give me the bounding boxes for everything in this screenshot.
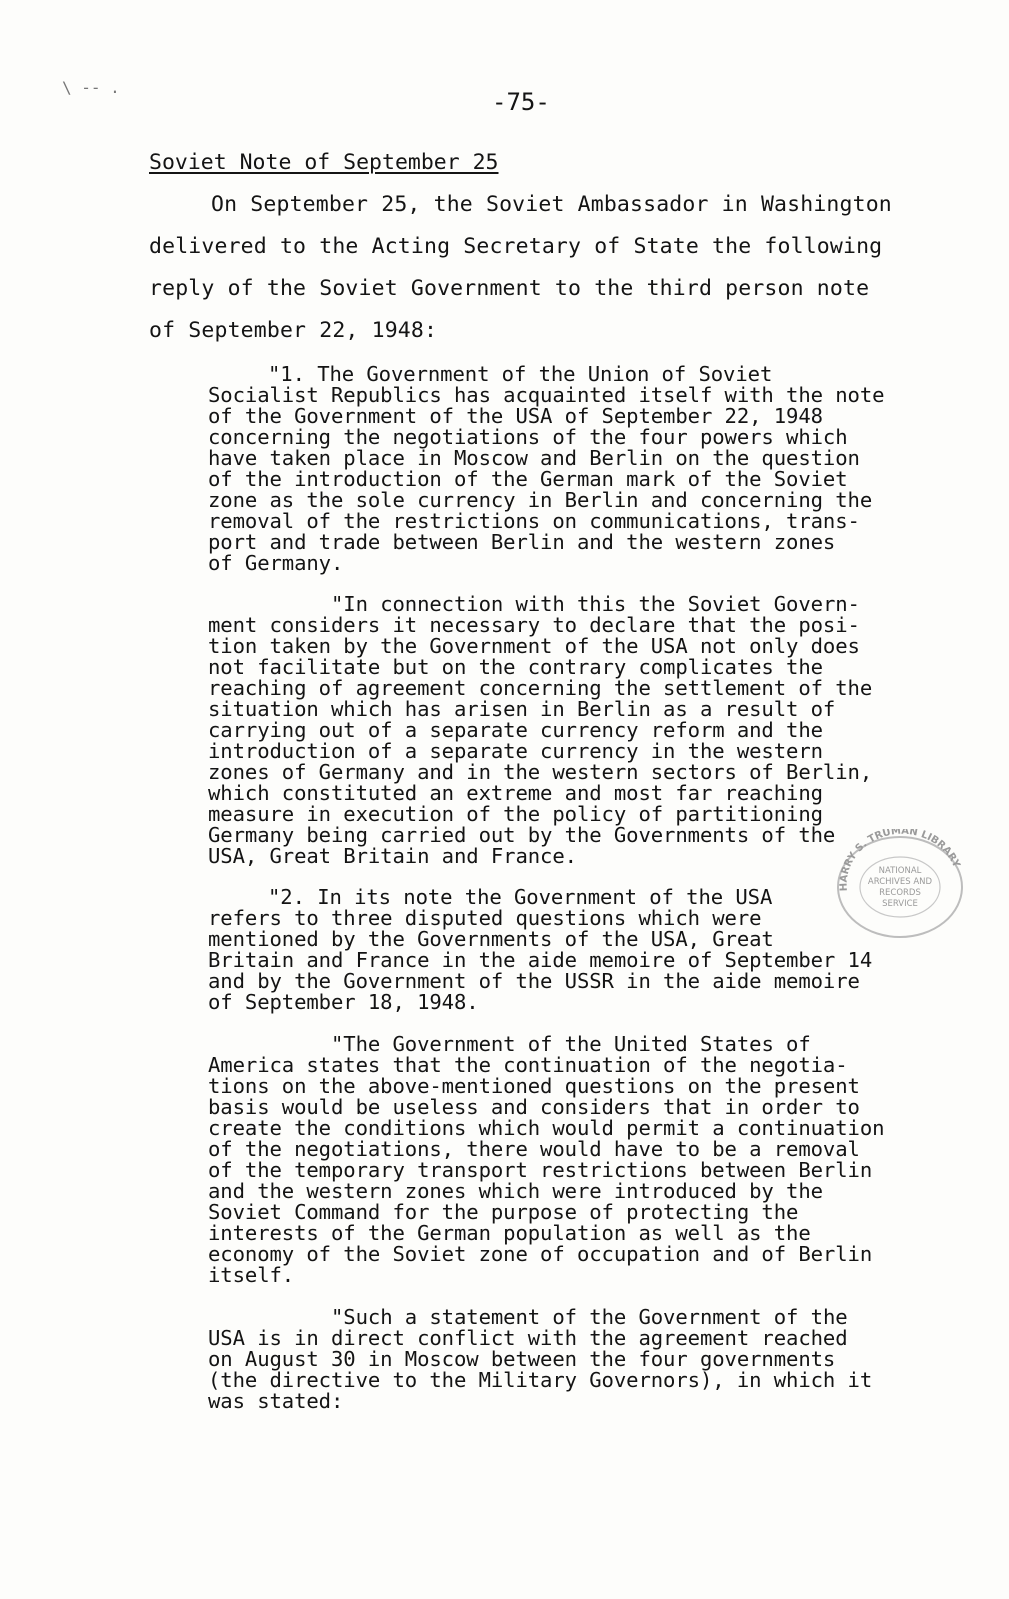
text-line: mentioned by the Governments of the USA, Great xyxy=(208,927,774,951)
text-line: "The Government of the United States of xyxy=(331,1032,811,1056)
text-line: was stated: xyxy=(208,1389,344,1413)
text-line: which constituted an extreme and most far reaching xyxy=(208,781,823,805)
stamp-line: RECORDS xyxy=(879,888,921,898)
text-line: USA, Great Britain and France. xyxy=(208,844,577,868)
text-line: introduction of a separate currency in the western xyxy=(208,739,823,763)
text-line: carrying out of a separate currency reform and the xyxy=(208,718,823,742)
text-line: refers to three disputed questions which were xyxy=(208,906,762,930)
text-line: economy of the Soviet zone of occupation and of Berlin xyxy=(208,1242,873,1266)
text-line: "In connection with this the Soviet Govern- xyxy=(331,592,860,616)
text-line: reply of the Soviet Government to the third person note xyxy=(149,276,870,301)
archive-stamp xyxy=(829,829,971,939)
stamp-line: NATIONAL xyxy=(878,866,922,876)
text-line: not facilitate but on the contrary complicates the xyxy=(208,655,823,679)
text-line: of September 22, 1948: xyxy=(149,318,438,343)
text-line: On September 25, the Soviet Ambassador in Washington xyxy=(211,192,892,217)
text-line: removal of the restrictions on communications, trans- xyxy=(208,509,860,533)
text-line: of the introduction of the German mark of the Soviet xyxy=(208,467,848,491)
text-line: of the negotiations, there would have to be a removal xyxy=(208,1137,860,1161)
text-line: (the directive to the Military Governors), in which it xyxy=(208,1368,873,1392)
stamp-line: ARCHIVES AND xyxy=(867,877,933,887)
text-line: create the conditions which would permit a continuation xyxy=(208,1116,885,1140)
text-line: of the Government of the USA of September 22, 1948 xyxy=(208,404,823,428)
text-line: ment considers it necessary to declare that the posi- xyxy=(208,613,860,637)
text-line: of September 18, 1948. xyxy=(208,990,479,1014)
text-line: zone as the sole currency in Berlin and concerning the xyxy=(208,488,873,512)
margin-mark: \ -- . xyxy=(62,78,120,97)
text-line: situation which has arisen in Berlin as a result of xyxy=(208,697,836,721)
text-line: reaching of agreement concerning the settlement of the xyxy=(208,676,873,700)
page-number: -75- xyxy=(492,88,550,116)
text-line: tion taken by the Government of the USA not only does xyxy=(208,634,860,658)
text-line: of Germany. xyxy=(208,551,344,575)
text-line: "Such a statement of the Government of the xyxy=(331,1305,848,1329)
text-line: on August 30 in Moscow between the four governments xyxy=(208,1347,836,1371)
text-line: port and trade between Berlin and the western zones xyxy=(208,530,836,554)
text-line: itself. xyxy=(208,1263,295,1287)
text-line: have taken place in Moscow and Berlin on the question xyxy=(208,446,860,470)
text-line: "1. The Government of the Union of Soviet xyxy=(268,362,773,386)
text-line: concerning the negotiations of the four powers which xyxy=(208,425,848,449)
text-line: Britain and France in the aide memoire of September 14 xyxy=(208,948,873,972)
text-line: and by the Government of the USSR in the aide memoire xyxy=(208,969,860,993)
text-line: interests of the German population as well as the xyxy=(208,1221,811,1245)
text-line: "2. In its note the Government of the USA xyxy=(268,885,773,909)
text-line: tions on the above-mentioned questions on the present xyxy=(208,1074,860,1098)
text-line: Socialist Republics has acquainted itself with the note xyxy=(208,383,885,407)
text-line: Germany being carried out by the Governments of the xyxy=(208,823,836,847)
stamp-line: SERVICE xyxy=(882,899,918,909)
stamp-top-text: HARRY S. TRUMAN LIBRARY xyxy=(838,829,962,892)
text-line: Soviet Command for the purpose of protecting the xyxy=(208,1200,799,1224)
text-line: measure in execution of the policy of partitioning xyxy=(208,802,823,826)
text-line: delivered to the Acting Secretary of State the following xyxy=(149,234,883,259)
section-heading: Soviet Note of September 25 xyxy=(149,150,499,175)
text-line: of the temporary transport restrictions between Berlin xyxy=(208,1158,873,1182)
text-line: zones of Germany and in the western sectors of Berlin, xyxy=(208,760,873,784)
text-line: USA is in direct conflict with the agreement reached xyxy=(208,1326,848,1350)
text-line: basis would be useless and considers that in order to xyxy=(208,1095,860,1119)
text-line: America states that the continuation of the negotia- xyxy=(208,1053,848,1077)
text-line: and the western zones which were introduced by the xyxy=(208,1179,823,1203)
